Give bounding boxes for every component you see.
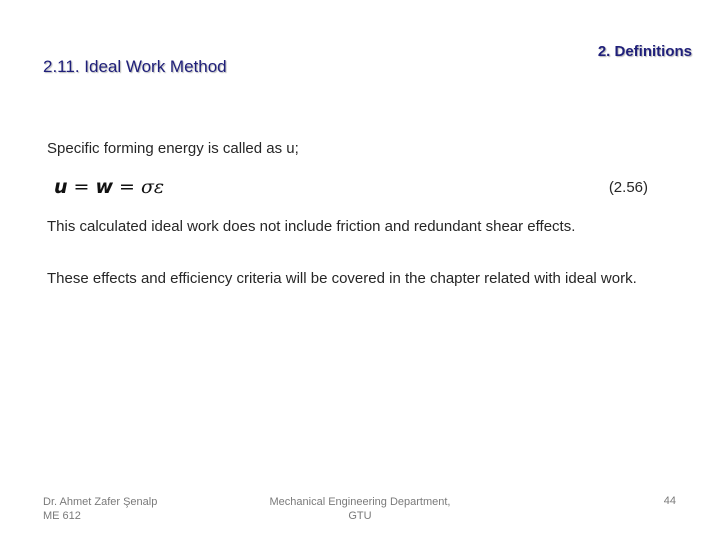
equation-epsilon: ε [153,176,165,198]
equation-equals-sign: = [119,176,135,198]
equation-sigma: σ [140,176,154,198]
paragraph-specific-energy: Specific forming energy is called as u; [47,140,299,157]
footer-department [260,495,460,523]
footer-author-name: Dr. Ahmet Zafer Şenalp [43,496,158,508]
equation-equals-sign: = [73,176,90,198]
equation-variable-u: u [54,176,68,198]
equation-row [54,176,664,206]
chapter-title: 2. Definitions [597,43,692,60]
page-number: 44 [663,495,676,507]
footer-department-name: Mechanical Engineering Department, [269,496,451,508]
equation-number: (2.56) [608,179,648,196]
paragraph-efficiency: These effects and efficiency criteria will be covered in the chapter related with ideal work. [47,270,637,287]
footer-university: GTU [348,510,372,522]
equation-variable-w: w [95,176,114,198]
footer-author [43,495,157,523]
equation [54,176,164,198]
section-title: 2.11. Ideal Work Method [43,57,227,76]
paragraph-ideal-work: This calculated ideal work does not include friction and redundant shear effects. [47,218,576,235]
footer-course-code: ME 612 [43,510,81,522]
